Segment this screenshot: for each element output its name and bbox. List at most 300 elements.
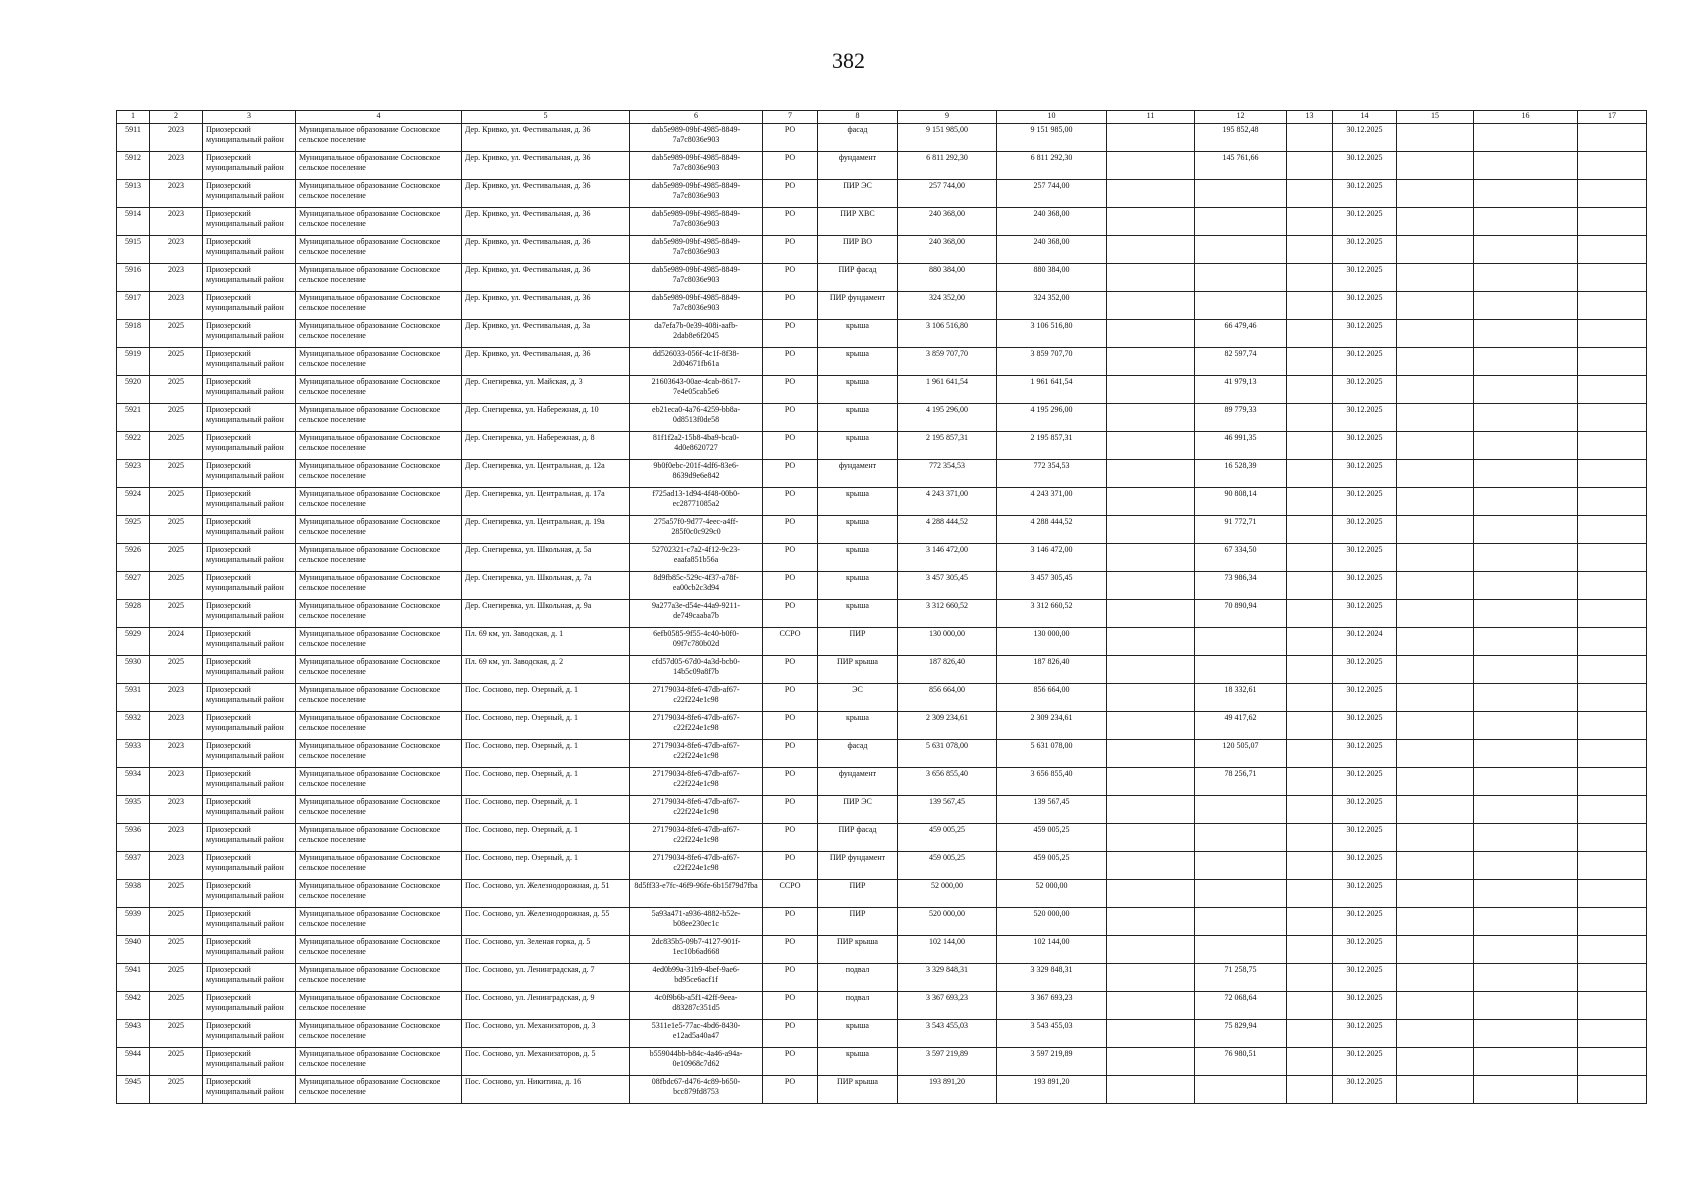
col-17-cell [1578,768,1647,796]
col-12-cell [1195,264,1287,292]
fund-amount-cell: 459 005,25 [997,824,1107,852]
work-type-cell: ПИР ЭС [818,180,898,208]
total-cost-cell: 880 384,00 [898,264,997,292]
col-17-cell [1578,796,1647,824]
program-type-cell: РО [763,348,818,376]
table-row [117,348,1647,376]
year-cell: 2025 [150,376,203,404]
work-type-cell: ПИР крыша [818,936,898,964]
col-13-cell [1287,180,1333,208]
fund-amount-cell: 880 384,00 [997,264,1107,292]
register-table [116,110,1647,1104]
district-cell: Приозерский муниципальный район [203,376,296,404]
row-number-cell: 5931 [117,684,150,712]
col-15-cell [1397,656,1474,684]
col-11-cell [1107,964,1195,992]
col-12-cell [1195,180,1287,208]
column-header: 11 [1107,111,1195,124]
col-16-cell [1474,264,1578,292]
row-number-cell: 5915 [117,236,150,264]
address-cell: Дер. Кривко, ул. Фестивальная, д. 36 [462,264,630,292]
municipality-cell: Муниципальное образование Сосновское сельское поселение [296,880,462,908]
col-16-cell [1474,460,1578,488]
table-row [117,516,1647,544]
row-number-cell: 5911 [117,124,150,152]
col-16-cell [1474,852,1578,880]
municipality-cell: Муниципальное образование Сосновское сельское поселение [296,376,462,404]
municipality-cell: Муниципальное образование Сосновское сельское поселение [296,236,462,264]
fund-amount-cell: 52 000,00 [997,880,1107,908]
col-15-cell [1397,768,1474,796]
address-cell: Пос. Сосново, пер. Озерный, д. 1 [462,684,630,712]
deadline-cell: 30.12.2025 [1333,992,1397,1020]
address-cell: Дер. Кривко, ул. Фестивальная, д. 36 [462,348,630,376]
col-16-cell [1474,740,1578,768]
col-17-cell [1578,908,1647,936]
year-cell: 2025 [150,320,203,348]
column-header: 6 [630,111,763,124]
house-guid-cell: 27179034-8fe6-47db-af67-c22f224e1c98 [630,824,763,852]
col-13-cell [1287,572,1333,600]
col-12-cell [1195,236,1287,264]
municipality-cell: Муниципальное образование Сосновское сельское поселение [296,320,462,348]
total-cost-cell: 3 859 707,70 [898,348,997,376]
program-type-cell: РО [763,404,818,432]
house-guid-cell: 21603643-00ae-4cab-8617-7e4e05cab5e6 [630,376,763,404]
deadline-cell: 30.12.2025 [1333,152,1397,180]
municipality-cell: Муниципальное образование Сосновское сельское поселение [296,432,462,460]
municipality-cell: Муниципальное образование Сосновское сельское поселение [296,572,462,600]
col-17-cell [1578,824,1647,852]
table-row [117,488,1647,516]
col-16-cell [1474,152,1578,180]
col-13-cell [1287,936,1333,964]
col-17-cell [1578,376,1647,404]
work-type-cell: ПИР фундамент [818,292,898,320]
col-17-cell [1578,348,1647,376]
table-row [117,908,1647,936]
col-17-cell [1578,740,1647,768]
year-cell: 2023 [150,824,203,852]
district-cell: Приозерский муниципальный район [203,712,296,740]
table-row [117,936,1647,964]
district-cell: Приозерский муниципальный район [203,572,296,600]
program-type-cell: РО [763,236,818,264]
municipality-cell: Муниципальное образование Сосновское сельское поселение [296,208,462,236]
fund-amount-cell: 3 312 660,52 [997,600,1107,628]
col-17-cell [1578,460,1647,488]
col-15-cell [1397,628,1474,656]
work-type-cell: фундамент [818,152,898,180]
address-cell: Дер. Снегиревка, ул. Центральная, д. 19а [462,516,630,544]
house-guid-cell: 27179034-8fe6-47db-af67-c22f224e1c98 [630,740,763,768]
total-cost-cell: 139 567,45 [898,796,997,824]
work-type-cell: ПИР крыша [818,1076,898,1104]
program-type-cell: РО [763,516,818,544]
house-guid-cell: dab5e989-09bf-4985-8849-7a7c8036e903 [630,236,763,264]
col-12-cell: 72 068,64 [1195,992,1287,1020]
table-row [117,740,1647,768]
col-15-cell [1397,600,1474,628]
col-16-cell [1474,936,1578,964]
deadline-cell: 30.12.2025 [1333,768,1397,796]
col-17-cell [1578,1020,1647,1048]
table-row [117,404,1647,432]
col-16-cell [1474,628,1578,656]
district-cell: Приозерский муниципальный район [203,432,296,460]
col-15-cell [1397,796,1474,824]
program-type-cell: РО [763,180,818,208]
col-13-cell [1287,740,1333,768]
year-cell: 2025 [150,880,203,908]
program-type-cell: ССРО [763,628,818,656]
col-16-cell [1474,992,1578,1020]
column-header: 1 [117,111,150,124]
work-type-cell: крыша [818,516,898,544]
row-number-cell: 5924 [117,488,150,516]
deadline-cell: 30.12.2025 [1333,432,1397,460]
col-15-cell [1397,544,1474,572]
col-15-cell [1397,852,1474,880]
total-cost-cell: 4 243 371,00 [898,488,997,516]
fund-amount-cell: 3 597 219,89 [997,1048,1107,1076]
fund-amount-cell: 3 367 693,23 [997,992,1107,1020]
col-16-cell [1474,516,1578,544]
col-13-cell [1287,152,1333,180]
col-15-cell [1397,964,1474,992]
municipality-cell: Муниципальное образование Сосновское сельское поселение [296,1076,462,1104]
municipality-cell: Муниципальное образование Сосновское сельское поселение [296,152,462,180]
col-12-cell: 91 772,71 [1195,516,1287,544]
col-11-cell [1107,600,1195,628]
municipality-cell: Муниципальное образование Сосновское сельское поселение [296,852,462,880]
total-cost-cell: 240 368,00 [898,208,997,236]
fund-amount-cell: 459 005,25 [997,852,1107,880]
col-15-cell [1397,236,1474,264]
program-type-cell: РО [763,488,818,516]
fund-amount-cell: 2 309 234,61 [997,712,1107,740]
municipality-cell: Муниципальное образование Сосновское сельское поселение [296,600,462,628]
fund-amount-cell: 3 146 472,00 [997,544,1107,572]
col-15-cell [1397,292,1474,320]
work-type-cell: крыша [818,376,898,404]
column-header: 2 [150,111,203,124]
fund-amount-cell: 4 195 296,00 [997,404,1107,432]
row-number-cell: 5928 [117,600,150,628]
col-11-cell [1107,628,1195,656]
row-number-cell: 5919 [117,348,150,376]
municipality-cell: Муниципальное образование Сосновское сельское поселение [296,684,462,712]
row-number-cell: 5936 [117,824,150,852]
work-type-cell: крыша [818,348,898,376]
col-17-cell [1578,936,1647,964]
house-guid-cell: 4ed0b99a-31b9-4bef-9ae6-bd95ce6acf1f [630,964,763,992]
address-cell: Пос. Сосново, пер. Озерный, д. 1 [462,768,630,796]
col-13-cell [1287,292,1333,320]
row-number-cell: 5945 [117,1076,150,1104]
col-12-cell: 49 417,62 [1195,712,1287,740]
district-cell: Приозерский муниципальный район [203,684,296,712]
col-12-cell: 18 332,61 [1195,684,1287,712]
col-16-cell [1474,964,1578,992]
municipality-cell: Муниципальное образование Сосновское сельское поселение [296,404,462,432]
program-type-cell: РО [763,264,818,292]
district-cell: Приозерский муниципальный район [203,1020,296,1048]
col-15-cell [1397,404,1474,432]
address-cell: Пос. Сосново, ул. Ленинградская, д. 7 [462,964,630,992]
deadline-cell: 30.12.2025 [1333,572,1397,600]
column-header: 16 [1474,111,1578,124]
row-number-cell: 5912 [117,152,150,180]
district-cell: Приозерский муниципальный район [203,264,296,292]
col-17-cell [1578,628,1647,656]
address-cell: Пл. 69 км, ул. Заводская, д. 1 [462,628,630,656]
deadline-cell: 30.12.2025 [1333,684,1397,712]
col-15-cell [1397,124,1474,152]
deadline-cell: 30.12.2025 [1333,824,1397,852]
total-cost-cell: 3 312 660,52 [898,600,997,628]
col-15-cell [1397,320,1474,348]
col-13-cell [1287,908,1333,936]
district-cell: Приозерский муниципальный район [203,740,296,768]
col-16-cell [1474,348,1578,376]
row-number-cell: 5923 [117,460,150,488]
district-cell: Приозерский муниципальный район [203,348,296,376]
total-cost-cell: 3 597 219,89 [898,1048,997,1076]
deadline-cell: 30.12.2025 [1333,376,1397,404]
address-cell: Дер. Кривко, ул. Фестивальная, д. 36 [462,180,630,208]
district-cell: Приозерский муниципальный район [203,908,296,936]
deadline-cell: 30.12.2025 [1333,600,1397,628]
col-13-cell [1287,852,1333,880]
deadline-cell: 30.12.2025 [1333,320,1397,348]
fund-amount-cell: 187 826,40 [997,656,1107,684]
col-17-cell [1578,712,1647,740]
col-17-cell [1578,572,1647,600]
house-guid-cell: b559044bb-b84c-4a46-a94a-0e10968c7d62 [630,1048,763,1076]
address-cell: Пос. Сосново, ул. Железнодорожная, д. 55 [462,908,630,936]
house-guid-cell: 4c0f9b6b-a5f1-42ff-9eea-d83287c351d5 [630,992,763,1020]
col-17-cell [1578,404,1647,432]
house-guid-cell: f725ad13-1d94-4f48-00b0-ec28771085a2 [630,488,763,516]
col-11-cell [1107,1076,1195,1104]
col-17-cell [1578,320,1647,348]
row-number-cell: 5939 [117,908,150,936]
address-cell: Дер. Снегиревка, ул. Набережная, д. 8 [462,432,630,460]
col-11-cell [1107,152,1195,180]
fund-amount-cell: 3 543 455,03 [997,1020,1107,1048]
deadline-cell: 30.12.2025 [1333,852,1397,880]
district-cell: Приозерский муниципальный район [203,124,296,152]
year-cell: 2023 [150,264,203,292]
district-cell: Приозерский муниципальный район [203,236,296,264]
col-12-cell: 75 829,94 [1195,1020,1287,1048]
table-row [117,152,1647,180]
row-number-cell: 5944 [117,1048,150,1076]
year-cell: 2025 [150,516,203,544]
col-12-cell [1195,908,1287,936]
deadline-cell: 30.12.2025 [1333,740,1397,768]
municipality-cell: Муниципальное образование Сосновское сельское поселение [296,1020,462,1048]
deadline-cell: 30.12.2025 [1333,124,1397,152]
total-cost-cell: 257 744,00 [898,180,997,208]
year-cell: 2025 [150,1020,203,1048]
total-cost-cell: 772 354,53 [898,460,997,488]
row-number-cell: 5930 [117,656,150,684]
year-cell: 2025 [150,348,203,376]
row-number-cell: 5943 [117,1020,150,1048]
table-row [117,544,1647,572]
work-type-cell: ПИР [818,628,898,656]
col-13-cell [1287,376,1333,404]
house-guid-cell: cfd57d05-67d0-4a3d-bcb0-14b5c09a8f7b [630,656,763,684]
col-11-cell [1107,544,1195,572]
table-row [117,880,1647,908]
total-cost-cell: 856 664,00 [898,684,997,712]
col-13-cell [1287,1020,1333,1048]
column-header: 5 [462,111,630,124]
total-cost-cell: 1 961 641,54 [898,376,997,404]
row-number-cell: 5935 [117,796,150,824]
column-header: 17 [1578,111,1647,124]
col-12-cell [1195,292,1287,320]
year-cell: 2025 [150,964,203,992]
col-11-cell [1107,376,1195,404]
total-cost-cell: 102 144,00 [898,936,997,964]
col-16-cell [1474,488,1578,516]
municipality-cell: Муниципальное образование Сосновское сельское поселение [296,348,462,376]
col-12-cell: 82 597,74 [1195,348,1287,376]
house-guid-cell: dab5e989-09bf-4985-8849-7a7c8036e903 [630,264,763,292]
col-16-cell [1474,768,1578,796]
program-type-cell: ССРО [763,880,818,908]
col-12-cell: 90 808,14 [1195,488,1287,516]
row-number-cell: 5927 [117,572,150,600]
col-16-cell [1474,236,1578,264]
col-15-cell [1397,572,1474,600]
col-13-cell [1287,544,1333,572]
col-15-cell [1397,152,1474,180]
program-type-cell: РО [763,908,818,936]
row-number-cell: 5920 [117,376,150,404]
municipality-cell: Муниципальное образование Сосновское сельское поселение [296,964,462,992]
col-12-cell: 195 852,48 [1195,124,1287,152]
col-11-cell [1107,348,1195,376]
col-16-cell [1474,432,1578,460]
col-13-cell [1287,348,1333,376]
col-17-cell [1578,516,1647,544]
col-11-cell [1107,740,1195,768]
col-16-cell [1474,376,1578,404]
table-row [117,656,1647,684]
municipality-cell: Муниципальное образование Сосновское сельское поселение [296,796,462,824]
deadline-cell: 30.12.2025 [1333,516,1397,544]
deadline-cell: 30.12.2025 [1333,1076,1397,1104]
district-cell: Приозерский муниципальный район [203,1076,296,1104]
district-cell: Приозерский муниципальный район [203,544,296,572]
work-type-cell: ПИР ХВС [818,208,898,236]
col-13-cell [1287,1048,1333,1076]
municipality-cell: Муниципальное образование Сосновское сельское поселение [296,992,462,1020]
work-type-cell: фасад [818,740,898,768]
address-cell: Дер. Кривко, ул. Фестивальная, д. 36 [462,236,630,264]
col-13-cell [1287,488,1333,516]
deadline-cell: 30.12.2025 [1333,656,1397,684]
col-12-cell: 73 986,34 [1195,572,1287,600]
row-number-cell: 5926 [117,544,150,572]
deadline-cell: 30.12.2025 [1333,180,1397,208]
municipality-cell: Муниципальное образование Сосновское сельское поселение [296,516,462,544]
district-cell: Приозерский муниципальный район [203,292,296,320]
row-number-cell: 5922 [117,432,150,460]
col-16-cell [1474,908,1578,936]
program-type-cell: РО [763,768,818,796]
municipality-cell: Муниципальное образование Сосновское сельское поселение [296,544,462,572]
total-cost-cell: 4 195 296,00 [898,404,997,432]
address-cell: Дер. Снегиревка, ул. Школьная, д. 7а [462,572,630,600]
col-15-cell [1397,180,1474,208]
total-cost-cell: 520 000,00 [898,908,997,936]
program-type-cell: РО [763,852,818,880]
row-number-cell: 5933 [117,740,150,768]
col-15-cell [1397,348,1474,376]
col-17-cell [1578,236,1647,264]
col-17-cell [1578,600,1647,628]
address-cell: Пос. Сосново, ул. Механизаторов, д. 5 [462,1048,630,1076]
municipality-cell: Муниципальное образование Сосновское сельское поселение [296,656,462,684]
col-13-cell [1287,656,1333,684]
work-type-cell: крыша [818,1048,898,1076]
total-cost-cell: 130 000,00 [898,628,997,656]
address-cell: Дер. Кривко, ул. Фестивальная, д. 36 [462,292,630,320]
col-12-cell: 76 980,51 [1195,1048,1287,1076]
district-cell: Приозерский муниципальный район [203,796,296,824]
program-type-cell: РО [763,936,818,964]
col-17-cell [1578,180,1647,208]
deadline-cell: 30.12.2025 [1333,908,1397,936]
total-cost-cell: 3 329 848,31 [898,964,997,992]
deadline-cell: 30.12.2025 [1333,964,1397,992]
table-row [117,628,1647,656]
row-number-cell: 5916 [117,264,150,292]
year-cell: 2025 [150,656,203,684]
house-guid-cell: dab5e989-09bf-4985-8849-7a7c8036e903 [630,152,763,180]
table-row [117,124,1647,152]
fund-amount-cell: 3 457 305,45 [997,572,1107,600]
fund-amount-cell: 9 151 985,00 [997,124,1107,152]
fund-amount-cell: 257 744,00 [997,180,1107,208]
district-cell: Приозерский муниципальный район [203,936,296,964]
col-15-cell [1397,208,1474,236]
program-type-cell: РО [763,1020,818,1048]
address-cell: Пос. Сосново, ул. Зеленая горка, д. 5 [462,936,630,964]
year-cell: 2023 [150,236,203,264]
col-12-cell: 16 528,39 [1195,460,1287,488]
program-type-cell: РО [763,124,818,152]
col-12-cell: 41 979,13 [1195,376,1287,404]
col-11-cell [1107,824,1195,852]
address-cell: Дер. Снегиревка, ул. Школьная, д. 9а [462,600,630,628]
address-cell: Пос. Сосново, пер. Озерный, д. 1 [462,740,630,768]
col-11-cell [1107,488,1195,516]
col-12-cell: 78 256,71 [1195,768,1287,796]
municipality-cell: Муниципальное образование Сосновское сельское поселение [296,488,462,516]
table-row [117,236,1647,264]
house-guid-cell: da7efa7b-0e39-408i-aafb-2dab8e6f2045 [630,320,763,348]
district-cell: Приозерский муниципальный район [203,824,296,852]
house-guid-cell: 27179034-8fe6-47db-af67-c22f224e1c98 [630,712,763,740]
district-cell: Приозерский муниципальный район [203,516,296,544]
